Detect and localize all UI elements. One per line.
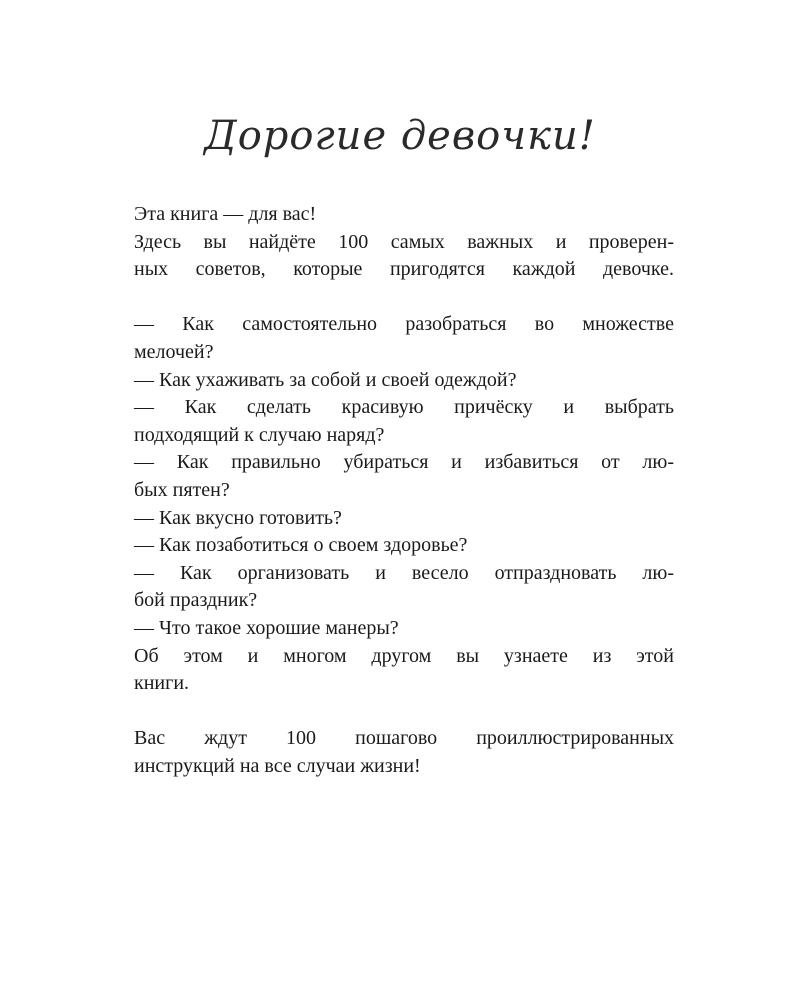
page-title: Дорогие девочки! [204, 113, 596, 159]
intro-line-2: Здесь вы найдёте 100 самых важных и проверен- [134, 230, 674, 253]
paragraph-gap [134, 284, 674, 312]
question-6: — Как позаботиться о своем здоровье? [134, 534, 468, 557]
question-3-line-2: подходящий к случаю наряд? [134, 423, 385, 446]
question-1-line-1: — Как самостоятельно разобраться во множестве [134, 313, 674, 336]
question-3-line-1: — Как сделать красивую причёску и выбрать [134, 396, 674, 419]
body-text [134, 201, 674, 780]
outro-line-1: Вас ждут 100 пошагово проиллюстрированных [134, 727, 674, 750]
summary-line-1: Об этом и многом другом вы узнаете из этой [134, 644, 674, 667]
question-1-line-2: мелочей? [134, 340, 214, 363]
question-8: — Что такое хорошие манеры? [134, 616, 399, 639]
paragraph-gap [134, 698, 674, 726]
summary-line-2: книги. [134, 672, 190, 695]
outro-line-2: инструкций на все случаи жизни! [134, 754, 421, 777]
question-4-line-1: — Как правильно убираться и избавиться от лю- [134, 451, 674, 474]
question-7-line-2: бой праздник? [134, 589, 258, 612]
question-7-line-1: — Как организовать и весело отпраздновать лю- [134, 561, 674, 584]
intro-line-1: Эта книга — для вас! [134, 203, 317, 225]
question-2: — Как ухаживать за собой и своей одеждой? [134, 368, 517, 391]
question-4-line-2: бых пятен? [134, 478, 230, 501]
intro-line-3: ных советов, которые пригодятся каждой девочке. [134, 258, 674, 281]
question-5: — Как вкусно готовить? [134, 506, 342, 529]
